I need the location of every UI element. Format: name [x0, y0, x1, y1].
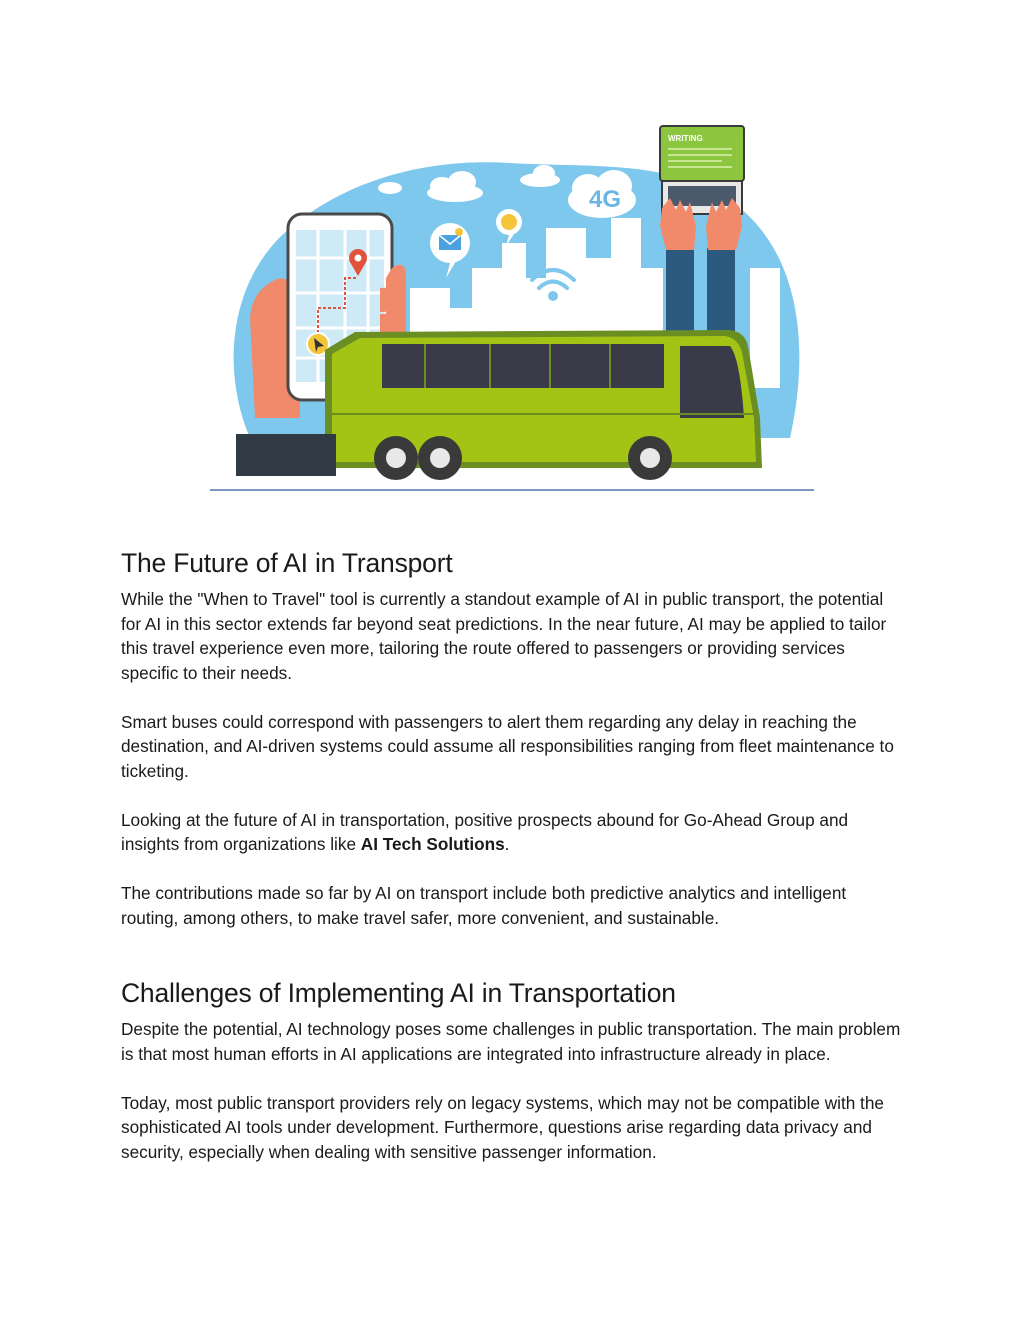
- laptop-screen-label: WRITING: [668, 134, 703, 143]
- section-heading-future: The Future of AI in Transport: [121, 548, 453, 578]
- paragraph: Today, most public transport providers rely on legacy systems, which may not be compatible with the sophisticated AI tools under development. Furthermore, questions arise regarding data privacy and security, especially when dealing with sensitive passenger information.: [121, 1092, 884, 1162]
- section-heading-challenges: Challenges of Implementing AI in Transportation: [121, 978, 676, 1008]
- paragraph-text: Looking at the future of AI in transportation, positive prospects abound for Go-Ahead Group and insights from organizations like: [121, 809, 849, 854]
- hero-illustration: [210, 118, 814, 492]
- paragraph: The contributions made so far by AI on transport include both predictive analytics and intelligent routing, among others, to make travel safer, more convenient, and sustainable.: [121, 883, 847, 928]
- bus-wheel: [628, 436, 672, 480]
- bus-wheel: [374, 436, 418, 480]
- company-name: AI Tech Solutions: [360, 834, 505, 854]
- paragraph: Smart buses could correspond with passengers to alert them regarding any delay in reaching the destination, and AI-driven systems could assume all responsibilities ranging from fleet maintenance to ticketing.: [121, 711, 894, 781]
- 4g-cloud-icon: [568, 170, 636, 218]
- network-label: 4G: [588, 186, 622, 213]
- paragraph: [121, 808, 901, 857]
- paragraph-text: .: [504, 834, 510, 854]
- challenges-section: [121, 978, 901, 1164]
- bus-wheel: [418, 436, 462, 480]
- paragraph: Despite the potential, AI technology poses some challenges in public transportation. The main problem is that most human efforts in AI applications are integrated into infrastructure already in place.: [121, 1019, 901, 1064]
- paragraph: While the "When to Travel" tool is currently a standout example of AI in public transport, the potential for AI in this sector extends far beyond seat predictions. In the near future, AI may be applied to tailor this travel experience even more, tailoring the route offered to passengers or providing services specific to their needs.: [121, 589, 887, 683]
- article-body: [121, 548, 901, 1189]
